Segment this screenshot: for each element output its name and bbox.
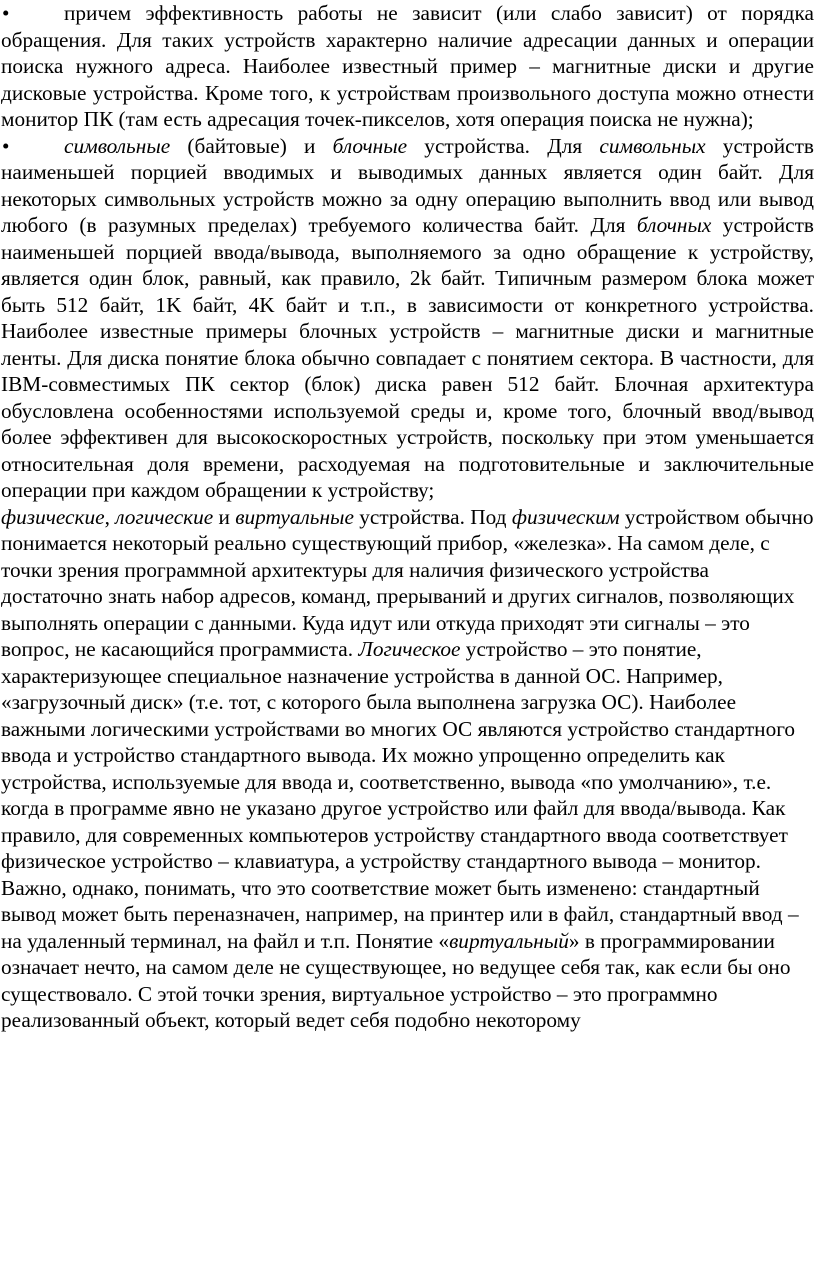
text-segment: устройства. Под bbox=[353, 504, 512, 529]
text-segment: , bbox=[104, 504, 116, 529]
term-character-devices: символьные bbox=[64, 133, 171, 158]
paragraph-physical-logical-virtual bbox=[1, 504, 814, 1034]
term-virtual: виртуальный bbox=[449, 928, 569, 953]
list-item-character-block bbox=[1, 133, 814, 504]
document-page bbox=[1, 0, 814, 1034]
text-segment: устройств наименьшей порцией вводимых и выводимых данных является один байт. Для некоторых символьных устройств можно за одну операцию выполнить ввод или вывод любого (в разумных пределах) требуемого количества байт. Для bbox=[1, 133, 814, 237]
term-block: блочных bbox=[636, 213, 712, 237]
term-physical-devices: физические bbox=[1, 504, 105, 529]
term-block-devices: блочные bbox=[332, 133, 408, 158]
list-item-random-access bbox=[1, 0, 814, 133]
term-character: символьных bbox=[599, 133, 706, 158]
term-physical: физическим bbox=[511, 504, 620, 529]
text-segment: и bbox=[213, 504, 236, 529]
list-item-text: причем эффективность работы не зависит (или слабо зависит) от порядка обращения. Для таких устройств характерно наличие адресации данных и операции поиска нужного адреса. Наиболее известный пример – магнитные диски и другие дисковые устройства. Кроме того, к устройствам произвольного доступа можно отнести монитор ПК (там есть адресация точек-пикселов, хотя операция поиска не нужна); bbox=[1, 1, 814, 131]
text-segment: устройств наименьшей порцией ввода/вывода, выполняемого за одно обращение к устройству, является один блок, равный, как правило, 2k байт. Типичным размером блока может быть 512 байт, 1K байт, 4K байт и т.п., в зависимости от конкретного устройства. Наиболее известные примеры блочных устройств – магнитные диски и магнитные ленты. Для диска понятие блока обычно совпадает с понятием сектора. В частности, для IBM-совместимых ПК сектор (блок) диска равен 512 байт. Блочная архитектура обусловлена особенностями используемой среды и, кроме того, блочный ввод/вывод более эффективен для высокоскоростных устройств, поскольку при этом уменьшается относительная доля времени, расходуемая на подготовительные и заключительные операции при каждом обращении к устройству; bbox=[1, 213, 814, 502]
bullet-icon: • bbox=[2, 1, 10, 25]
text-segment: устройством обычно понимается некоторый реально существующий прибор, «железка». На самом деле, с точки зрения программной архитектуры для наличия физического устройства достаточно знать набор адресов, команд, прерываний и других сигналов, позволяющих выполнять операции с данными. Куда идут или откуда приходят эти сигналы – это вопрос, не касающийся программиста. bbox=[1, 504, 814, 661]
term-virtual-devices: виртуальные bbox=[235, 504, 354, 529]
bullet-icon: • bbox=[2, 133, 10, 158]
term-logical: Логическое bbox=[358, 637, 461, 661]
text-segment: устройство – это понятие, характеризующее специальное назначение устройства в данной ОС. Например, «загрузочный диск» (т.е. тот, с которого была выполнена загрузка ОС). Наиболее важными логическими устройствами во многих ОС являются устройство стандартного ввода и устройство стандартного вывода. Их можно упрощенно определить как устройства, используемые для ввода и, соответственно, вывода «по умолчанию», т.е. когда в программе явно не указано другое устройство или файл для ввода/вывода. Как правило, для современных компьютеров устройству стандартного ввода соответствует физическое устройство – клавиатура, а устройству стандартного вывода – монитор. Важно, однако, понимать, что это соответствие может быть изменено: стандартный вывод может быть переназначен, например, на принтер или в файл, стандартный ввод – на удаленный терминал, на файл и т.п. Понятие « bbox=[1, 637, 799, 953]
text-segment: » в программировании означает нечто, на самом деле не существующее, но ведущее себя так, как если бы оно существовало. С этой точки зрения, виртуальное устройство – это программно реализованный объект, который ведет себя подобно некоторому bbox=[1, 928, 791, 1032]
text-segment: устройства. Для bbox=[407, 133, 600, 158]
text-segment: (байтовые) и bbox=[170, 133, 333, 158]
term-logical-devices: логические bbox=[115, 504, 214, 529]
